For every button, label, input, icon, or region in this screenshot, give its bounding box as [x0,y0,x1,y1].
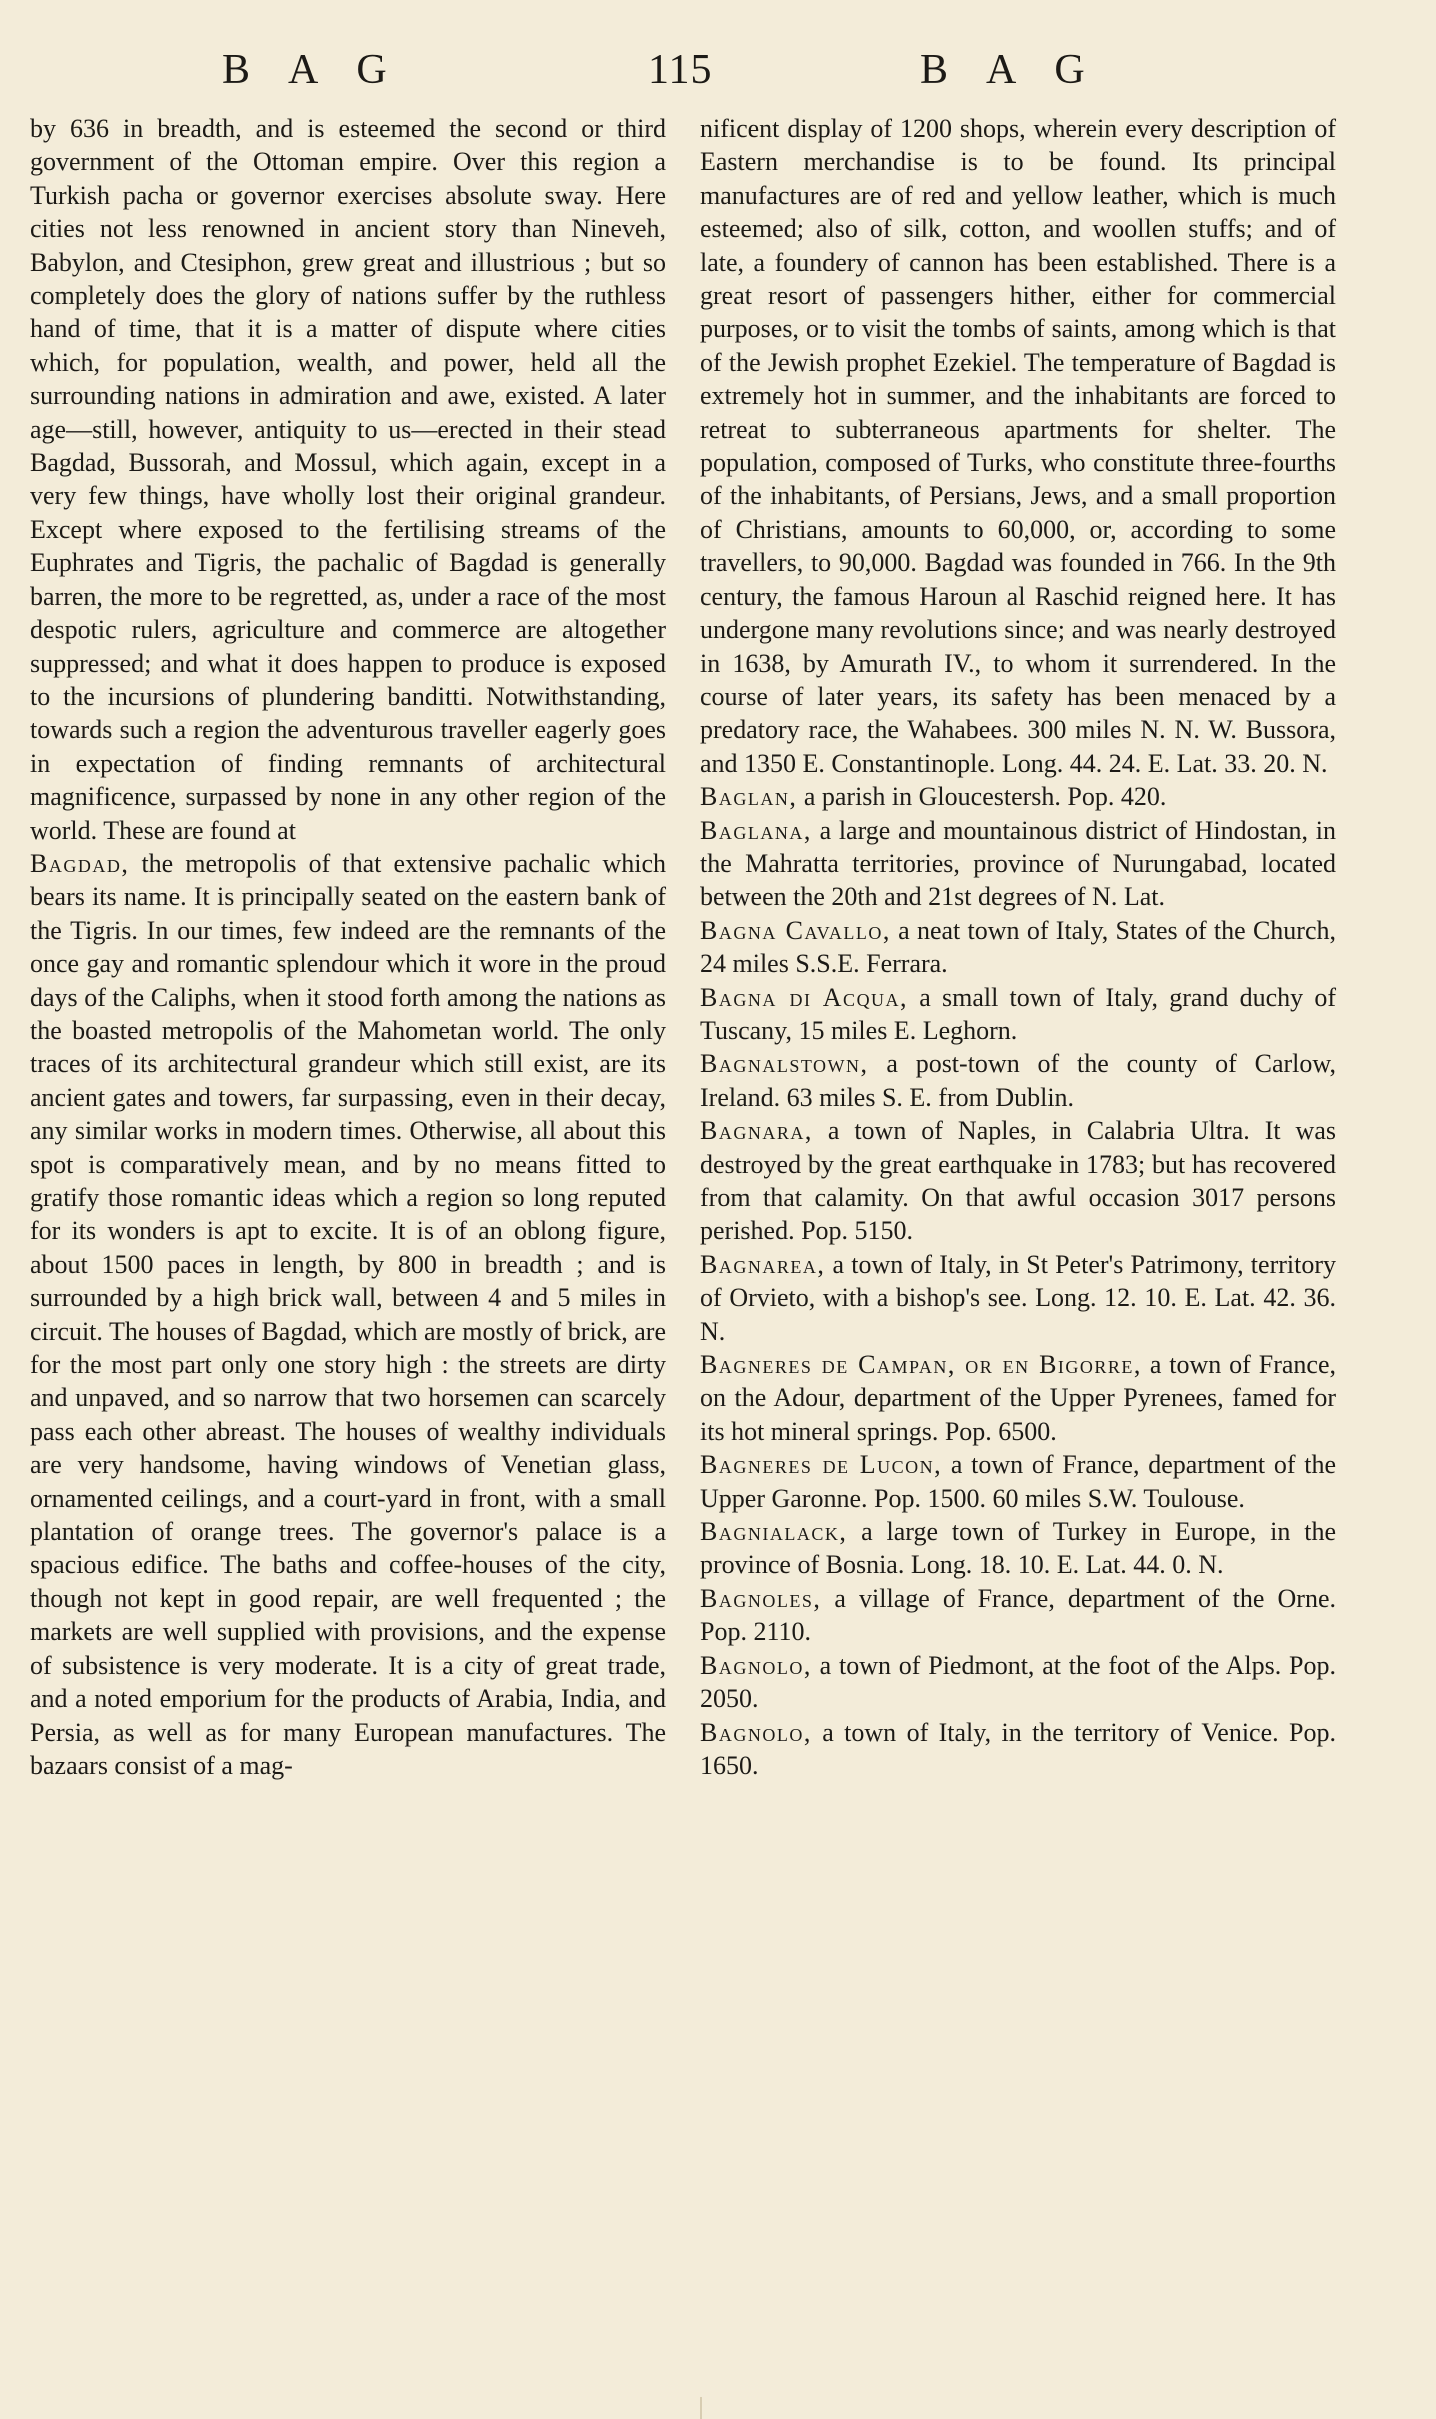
entry-text: a large and mountainous district of Hindostan, in the Mahratta territories, province of Nurungabad, located between the 20th and 21st degrees of N. Lat. [700,815,1336,912]
dictionary-entry [700,1448,1336,1515]
dictionary-entry [700,981,1336,1048]
dictionary-entry [700,1716,1336,1783]
entry-text: a parish in Gloucestersh. Pop. 420. [797,782,1167,812]
header-right-guideword: BAG [920,47,1123,93]
running-header [0,46,1436,106]
page-number: 115 [648,47,713,93]
entry-headword: Bagnarea, [700,1249,826,1279]
entry-headword: Bagneres de Lucon, [700,1450,943,1480]
entry-headword: Bagnialack, [700,1517,848,1547]
entry-text: a village of France, department of the Orne. Pop. 2110. [700,1583,1336,1647]
entry-text: a town of Italy, in the territory of Venice. Pop. 1650. [700,1717,1336,1780]
dictionary-entry [700,814,1336,914]
entry-text: a neat town of Italy, States of the Church, 24 miles S.S.E. Ferrara. [700,915,1336,979]
entry-headword: Bagnoles, [700,1583,822,1613]
dictionary-entry [700,1348,1336,1448]
entry-headword: Bagna di Acqua, [700,982,909,1012]
entry-text: a post-town of the county of Carlow, Ireland. 63 miles S. E. from Dublin. [700,1049,1336,1112]
entry-headword: Bagnolo, [700,1717,812,1747]
entry-headword: Bagnolo, [700,1650,812,1680]
dictionary-entry [700,1114,1336,1248]
entry-headword: Baglana, [700,815,812,845]
header-left-guideword: BAG [222,47,425,93]
entry-headword: Baglan, [700,782,798,812]
dictionary-entry [700,1248,1336,1348]
left-column [30,112,666,1782]
entry-text: a town of Italy, in St Peter's Patrimony, territory of Orvieto, with a bishop's see. Long. 12. 10. E. Lat. 42. 36. N. [700,1249,1336,1346]
continued-paragraph: nificent display of 1200 shops, wherein every description of Eastern merchandise is to be found. Its principal manufactures are of red and yellow leather, which is much esteemed; also of silk, cotton, and woollen stuffs; and of late, a foundery of cannon has been established. There is a great resort of passengers hither, either for commercial purposes, or to visit the tombs of saints, among which is that of the Jewish prophet Ezekiel. The temperature of Bagdad is extremely hot in summer, and the inhabitants are forced to retreat to subterraneous apartments for shelter. The population, composed of Turks, who constitute three-fourths of the inhabitants, of Persians, Jews, and a small proportion of Christians, amounts to 60,000, or, according to some travellers, to 90,000. Bagdad was founded in 766. In the 9th century, the famous Haroun al Raschid reigned here. It has undergone many revolutions since; and was nearly destroyed in 1638, by Amurath IV., to whom it surrendered. In the course of later years, its safety has been menaced by a predatory race, the Wahabees. 300 miles N. N. W. Bussora, and 1350 E. Constantinople. Long. 44. 24. E. Lat. 33. 20. N. [700,114,1336,778]
right-column [700,112,1336,1782]
entry-headword: Bagnalstown, [700,1049,869,1079]
dictionary-entry [700,914,1336,981]
entry-headword: Bagnara, [700,1116,813,1146]
continued-paragraph: by 636 in breadth, and is esteemed the second or third government of the Ottoman empire. Over this region a Turkish pacha or governor exercises absolute sway. Here cities not less renowned in ancient story than Nineveh, Babylon, and Ctesiphon, grew great and illustrious ; but so completely does the glory of nations suffer by the ruthless hand of time, that it is a matter of dispute where cities which, for population, wealth, and power, held all the surrounding nations in admiration and awe, existed. A later age—still, however, antiquity to us—erected in their stead Bagdad, Bussorah, and Mossul, which again, except in a very few things, have wholly lost their original grandeur. Except where exposed to the fertilising streams of the Euphrates and Tigris, the pachalic of Bagdad is generally barren, the more to be regretted, as, under a race of the most despotic rulers, agriculture and commerce are altogether suppressed; and what it does happen to produce is exposed to the incursions of plundering banditti. Notwithstanding, towards such a region the adventurous traveller eagerly goes in expectation of finding remnants of architectural magnificence, surpassed by none in any other region of the world. These are found at [30,114,666,845]
dictionary-entry [700,1649,1336,1716]
entry-list [700,780,1336,1782]
entry-bagdad [30,847,666,1782]
entry-text: a town of Naples, in Calabria Ultra. It was destroyed by the great earthquake in 1783; but has recovered from that calamity. On that awful occasion 3017 persons perished. Pop. 5150. [700,1116,1336,1246]
entry-headword: Bagneres de Campan, or en Bigorre, [700,1350,1142,1380]
entry-headword: Bagdad, [30,848,130,878]
entry-text: a town of France, department of the Upper Garonne. Pop. 1500. 60 miles S.W. Toulouse. [700,1450,1336,1513]
entry-headword: Bagna Cavallo, [700,915,891,945]
dictionary-entry [700,1047,1336,1114]
entry-text: a large town of Turkey in Europe, in the province of Bosnia. Long. 18. 10. E. Lat. 44. 0. N. [700,1517,1336,1580]
dictionary-entry [700,780,1336,813]
page-edge-mark [700,2397,702,2419]
entry-text: a town of France, on the Adour, department of the Upper Pyrenees, famed for its hot mineral springs. Pop. 6500. [700,1350,1336,1446]
dictionary-entry [700,1515,1336,1582]
entry-text: a town of Piedmont, at the foot of the Alps. Pop. 2050. [700,1650,1336,1714]
dictionary-entry [700,1582,1336,1649]
entry-text: a small town of Italy, grand duchy of Tuscany, 15 miles E. Leghorn. [700,982,1336,1045]
entry-text: the metropolis of that extensive pachalic which bears its name. It is principally seated on the eastern bank of the Tigris. In our times, few indeed are the remnants of the once gay and romantic splendour which it wore in the proud days of the Caliphs, when it stood forth among the nations as the boasted metropolis of the Mahometan world. The only traces of its architectural grandeur which still exist, are its ancient gates and towers, far surpassing, even in their decay, any similar works in modern times. Otherwise, all about this spot is comparatively mean, and by no means fitted to gratify those romantic ideas which a region so long reputed for its wonders is apt to excite. It is of an oblong figure, about 1500 paces in length, by 800 in breadth ; and is surrounded by a high brick wall, between 4 and 5 miles in circuit. The houses of Bagdad, which are mostly of brick, are for the most part only one story high : the streets are dirty and unpaved, and so narrow that two horsemen can scarcely pass each other abreast. The houses of wealthy individuals are very handsome, having windows of Venetian glass, ornamented ceilings, and a court-yard in front, with a small plantation of orange trees. The governor's palace is a spacious edifice. The baths and coffee-houses of the city, though not kept in good repair, are well frequented ; the markets are well supplied with provisions, and the expense of subsistence is very moderate. It is a city of great trade, and a noted emporium for the products of Arabia, India, and Persia, as well as for many European manufactures. The bazaars consist of a mag- [30,848,666,1780]
